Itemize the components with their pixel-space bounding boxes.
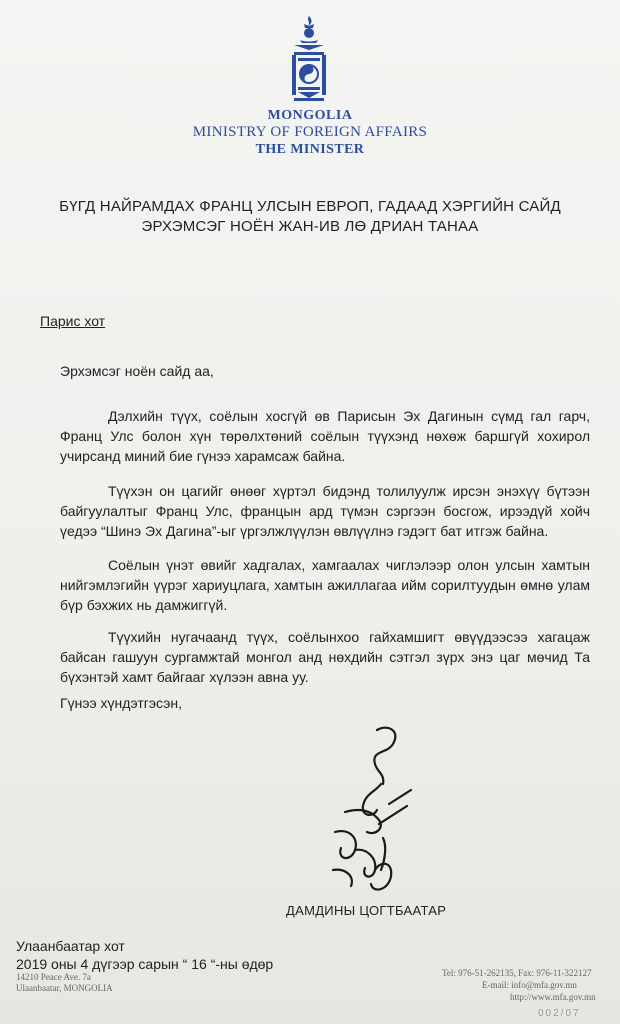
letterhead-title: THE MINISTER (255, 142, 365, 157)
soyombo-icon (286, 14, 332, 104)
letterhead-country: MONGOLIA (267, 108, 353, 123)
body-paragraph: Дэлхийн түүх, соёлын хосгүй өв Парисын Эх Дагинын сүмд гал гарч, Франц Улс болон хүн төрөлхтөний соёлын түүхэнд нөхөж баршгүй хохирол учирсанд миний бие гүнээ харамсаж байна. (60, 408, 590, 464)
issue-date: 2019 оны 4 дүгээр сарын “ 16 “-ны өдөр (16, 956, 274, 972)
closing-phrase: Гүнээ хүндэтгэсэн, (60, 695, 182, 711)
body-paragraph: Түүхийн нугачаанд түүх, соёлынхоо гайхамшигт өвүүдээсээ хагацаж байсан гашуун сургамжтай монгол анд нөхдийн сэтгэл зүрх энэ цаг мөчид Та бүхэнтэй хамт байгааг хүлээн авна уу. (60, 629, 590, 685)
footer-email: E-mail: info@mfa.gov.mn (482, 980, 577, 990)
footer-phone-fax: Tel: 976-51-262135, Fax: 976-11-322127 (442, 968, 592, 978)
signer-name: ДАМДИНЫ ЦОГТБААТАР (286, 903, 447, 918)
handwritten-signature (315, 720, 435, 910)
footer-website: http://www.mfa.gov.mn (510, 992, 596, 1002)
document-number-stamp: 002/07 (538, 1008, 581, 1019)
letterhead-ministry: MINISTRY OF FOREIGN AFFAIRS (192, 124, 428, 140)
body-paragraph: Түүхэн он цагийг өнөөг хүртэл бидэнд толилуулж ирсэн энэхүү бүтээн байгуулалтыг Франц Улс, францын ард түмэн сэргээн босгож, ирээдүй хойч үедээ “Шинэ Эх Дагина”-ыг үргэлжлүүлэн өвлүүлнэ гэдэгт бат итгэж байна. (60, 483, 590, 539)
addressee-line-2: ЭРХЭМСЭГ НОЁН ЖАН-ИВ ЛӨ ДРИАН ТАНАА (141, 218, 479, 235)
recipient-city: Парис хот (40, 313, 106, 329)
footer-address-line-2: Ulaanbaatar, MONGOLIA (16, 983, 113, 993)
footer-address-line-1: 14210 Peace Ave. 7a (16, 972, 91, 982)
body-paragraph: Соёлын үнэт өвийг хадгалах, хамгаалах чиглэлээр олон улсын хамтын нийгэмлэгийн үүрэг хариуцлага, хамтын ажиллагаа ийм сорилтуудын өмнө улам бүр бэхжих нь дамжиггүй. (60, 557, 590, 613)
salutation: Эрхэмсэг ноён сайд аа, (60, 363, 214, 379)
issue-place: Улаанбаатар хот (16, 938, 125, 954)
addressee-line-1: БҮГД НАЙРАМДАХ ФРАНЦ УЛСЫН ЕВРОП, ГАДААД ХЭРГИЙН САЙД (59, 198, 561, 215)
